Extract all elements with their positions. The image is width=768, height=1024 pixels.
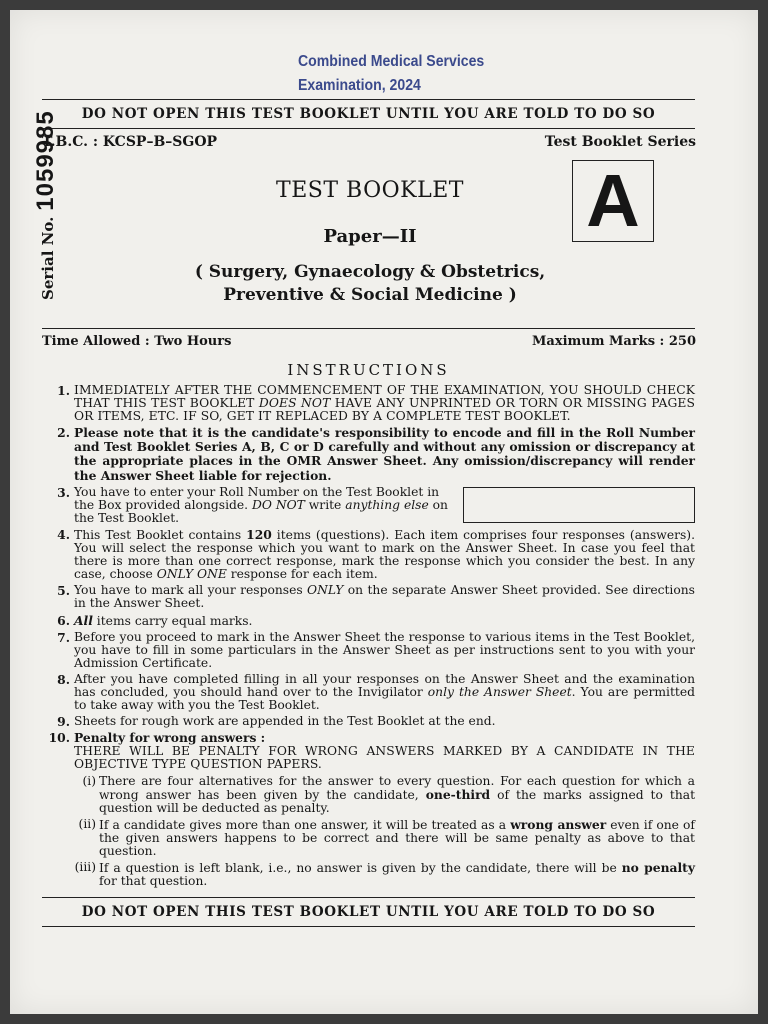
penalty-subitem: (iii) If a question is left blank, i.e., no answer is given by the candidate, there will be no penalty for that question.	[74, 860, 695, 889]
bottom-warning-banner: DO NOT OPEN THIS TEST BOOKLET UNTIL YOU ARE TOLD TO DO SO	[81, 904, 656, 920]
series-letter: A	[586, 159, 640, 242]
top-rule-1	[42, 99, 695, 100]
instruction-item: 4. This Test Booklet contains 120 items (questions). Each item comprises four responses (answers). You will select the response which you want to mark on the Answer Sheet. In case you feel that there is more than one correct response, mark the response which you consider the best. In any case, choose ONLY ONE response for each item.	[57, 526, 695, 582]
instructions-list	[42, 384, 695, 888]
top-warning-banner: DO NOT OPEN THIS TEST BOOKLET UNTIL YOU ARE TOLD TO DO SO	[81, 106, 656, 122]
instruction-item: 2. Please note that it is the candidate's responsibility to encode and fill in the Roll Number and Test Booklet Series A, B, C or D carefully and without any omission or discrepancy at the appropriate places in the OMR Answer Sheet. Any omission/discrepancy will render the Answer Sheet liable for rejection.	[57, 425, 695, 483]
instruction-item: 10. Penalty for wrong answers : THERE WILL BE PENALTY FOR WRONG ANSWERS MARKED BY A CANDIDATE IN THE OBJECTIVE TYPE QUESTION PAPERS.	[48, 730, 695, 772]
maximum-marks: Maximum Marks : 250	[532, 334, 696, 349]
tbc-code: T.B.C. : KCSP–B–SGOP	[42, 134, 218, 150]
paper-title: Paper—II	[323, 226, 417, 247]
instruction-item: 6. All items carry equal marks.	[57, 612, 253, 628]
series-letter-box	[572, 160, 654, 242]
subject-title	[150, 261, 590, 307]
serial-number	[32, 110, 60, 300]
serial-label: Serial No.	[39, 216, 57, 300]
stamp-line-2: Examination, 2024	[298, 77, 421, 94]
stamp-line-1: Combined Medical Services	[298, 53, 485, 70]
instruction-item: 1. IMMEDIATELY AFTER THE COMMENCEMENT OF THE EXAMINATION, YOU SHOULD CHECK THAT THIS TEST BOOKLET DOES NOT HAVE ANY UNPRINTED OR TORN OR MISSING PAGES OR ITEMS, ETC. IF SO, GET IT REPLACED BY A COMPLETE TEST BOOKLET.	[57, 383, 695, 424]
penalty-subitem: (i) There are four alternatives for the answer to every question. For each question for which a wrong answer has been given by the candidate, one-third of the marks assigned to that question will be deducted as penalty.	[82, 773, 696, 815]
bottom-rule-2	[42, 926, 695, 927]
penalty-subitem: (ii) If a candidate gives more than one answer, it will be treated as a wrong answer even if one of the given answers happens to be correct and there will be same penalty as above to that question.	[78, 816, 695, 858]
mid-rule	[42, 328, 695, 329]
top-rule-2	[42, 128, 695, 129]
instructions-heading: INSTRUCTIONS	[287, 361, 450, 379]
exam-stamp	[298, 50, 484, 98]
instruction-item: 7. Before you proceed to mark in the Answer Sheet the response to various items in the Test Booklet, you have to fill in some particulars in the Answer Sheet as per instructions sent to you with your Admission Certificate.	[57, 629, 695, 670]
subject-line-2: Preventive & Social Medicine )	[223, 285, 517, 305]
booklet-title: TEST BOOKLET	[276, 178, 464, 203]
instruction-item: 9. Sheets for rough work are appended in the Test Booklet at the end.	[57, 714, 496, 730]
serial-value: 1059985	[32, 110, 59, 211]
series-label: Test Booklet Series	[544, 134, 696, 150]
subject-line-1: ( Surgery, Gynaecology & Obstetrics,	[194, 262, 546, 282]
time-allowed: Time Allowed : Two Hours	[42, 334, 232, 349]
instruction-item: 8. After you have completed filling in all your responses on the Answer Sheet and the examination has concluded, you should hand over to the Invigilator only the Answer Sheet. You are permitted to take away with you the Test Booklet.	[57, 671, 695, 713]
bottom-rule-1	[42, 897, 695, 898]
instruction-item: 3. You have to enter your Roll Number on the Test Booklet in the Box provided alongside. DO NOT write anything else on the Test Booklet.	[57, 484, 448, 525]
instruction-item: 5. You have to mark all your responses ONLY on the separate Answer Sheet provided. See directions in the Answer Sheet.	[57, 583, 695, 611]
